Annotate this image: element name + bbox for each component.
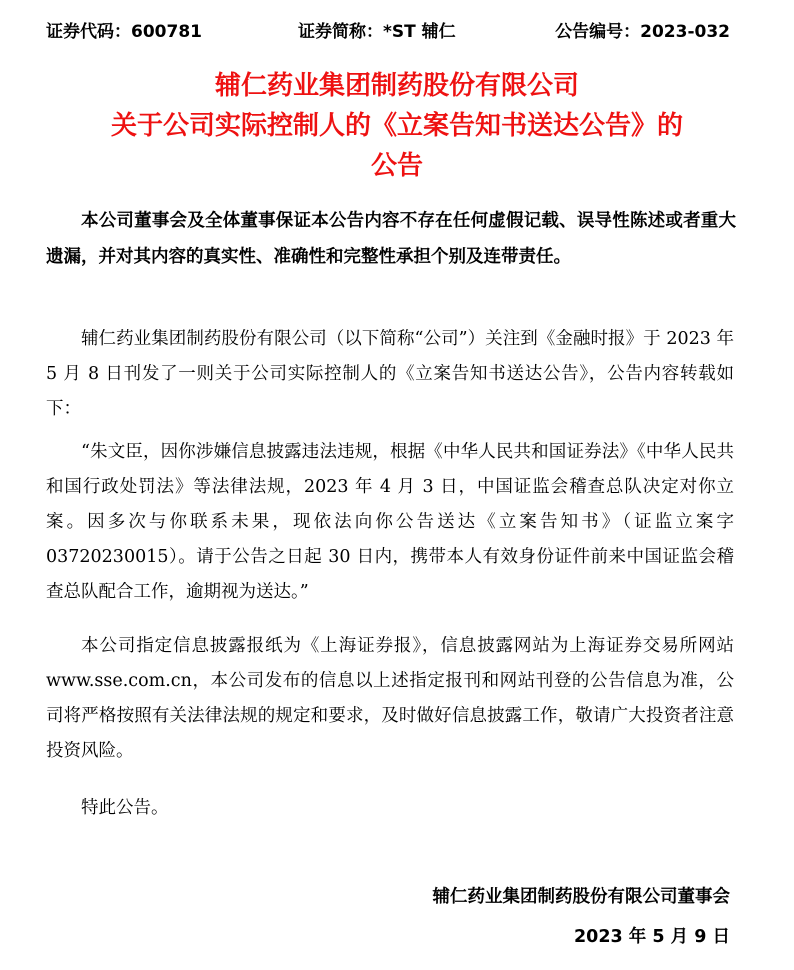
title-suffix: 公告 [370, 151, 423, 181]
body-paragraph-closing: 特此公告。 [81, 798, 169, 818]
body-paragraph-intro: 辅仁药业集团制药股份有限公司（以下简称“公司”）关注到《金融时报》于 2023 年 5 月 8 日刊发了一则关于公司实际控制人的《立案告知书送达公告》，公告内容转载如下： [46, 329, 734, 419]
signature-company: 辅仁药业集团制药股份有限公司董事会 [432, 887, 730, 907]
stock-abbreviation: 证券简称：*ST 辅仁 [298, 22, 456, 42]
announcement-number: 公告编号：2023-032 [555, 22, 730, 42]
board-declaration: 本公司董事会及全体董事保证本公告内容不存在任何虚假记载、误导性陈述或者重大遗漏，并对其内容的真实性、准确性和完整性承担个别及连带责任。 [46, 211, 736, 267]
title-subject: 关于公司实际控制人的《立案告知书送达公告》的 [110, 111, 683, 141]
title-company: 辅仁药业集团制药股份有限公司 [214, 71, 579, 101]
body-paragraph-quote: “朱文臣，因你涉嫌信息披露违法违规，根据《中华人民共和国证券法》《中华人民共和国行政处罚法》等法律法规，2023 年 4 月 3 日，中国证监会稽查总队决定对你立案。因多次与你联系未果，现依法向你公告送达《立案告知书》（证监立案字 03720230015）。请于公告之日起 30 日内，携带本人有效身份证件前来中国证监会稽查总队配合工作，逾期视为送达。” [46, 442, 734, 602]
signature-date: 2023 年 5 月 9 日 [573, 927, 730, 947]
announcement-header [46, 18, 730, 46]
body-paragraph-disclosure: 本公司指定信息披露报纸为《上海证券报》，信息披露网站为上海证券交易所网站 www.sse.com.cn，本公司发布的信息以上述指定报刊和网站刊登的公告信息为准，公司将严格按照有关法律法规的规定和要求，及时做好信息披露工作，敬请广大投资者注意投资风险。 [46, 636, 734, 761]
stock-code: 证券代码：600781 [46, 22, 202, 42]
